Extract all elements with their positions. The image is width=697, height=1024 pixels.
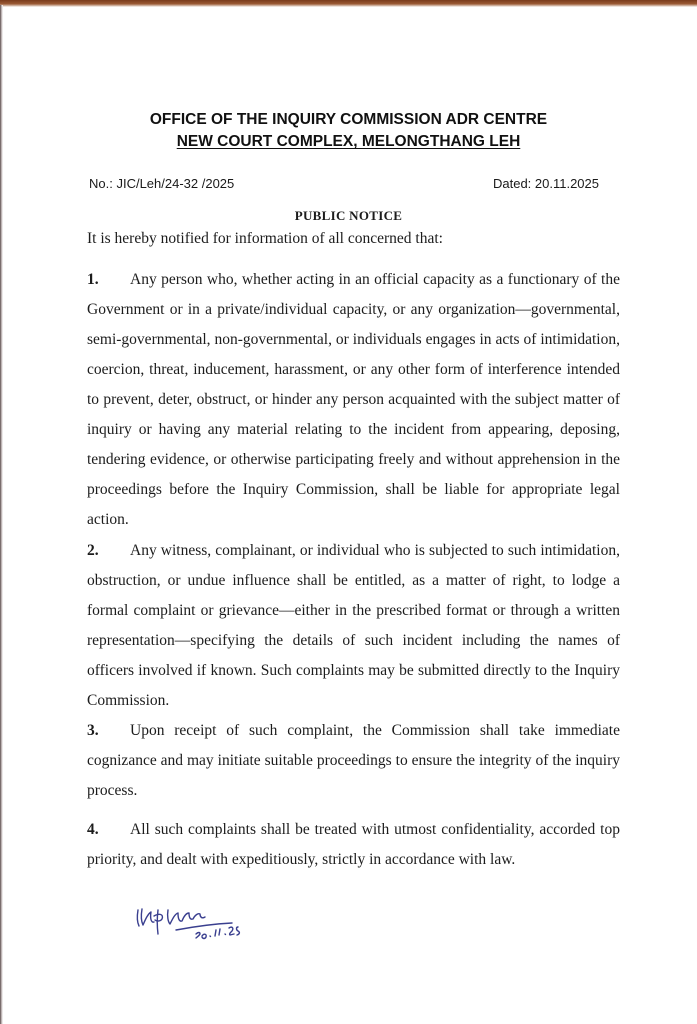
intro-text: It is hereby notified for information of all concerned that:	[87, 230, 443, 247]
signature-icon	[132, 896, 292, 946]
notice-title: PUBLIC NOTICE	[294, 208, 403, 223]
notice-date: Dated: 20.11.2025	[492, 176, 599, 191]
paragraph-number: 2.	[87, 542, 99, 559]
paper-top-edge	[0, 0, 697, 7]
paragraph-text: All such complaints shall be treated with utmost confidentiality, accorded top priority, and dealt with expeditiously, strictly in accordance with law.	[87, 821, 620, 868]
reference-number: No.: JIC/Leh/24-32 /2025	[89, 176, 235, 191]
paragraph-4	[87, 815, 620, 875]
paragraph-text: Any witness, complainant, or individual who is subjected to such intimidation, obstruction, or undue influence shall be entitled, as a matter of right, to lodge a formal complaint or grievance—either in the prescribed format or through a written representation—specifying the details of such incident including the names of officers involved if known. Such complaints may be submitted directly to the Inquiry Commission.	[87, 542, 620, 709]
paragraph-1	[87, 265, 620, 535]
paragraph-text: Any person who, whether acting in an official capacity as a functionary of the Government or in a private/individual capacity, or any organization—governmental, semi-governmental, non-governmental, or individuals engages in acts of intimidation, coercion, threat, inducement, harassment, or any other form of interference intended to prevent, deter, obstruct, or hinder any person acquainted with the subject matter of inquiry or having any material relating to the incident from appearing, deposing, tendering evidence, or otherwise participating freely and without apprehension in the proceedings before the Inquiry Commission, shall be liable for appropriate legal action.	[87, 271, 620, 528]
document-header	[0, 109, 697, 153]
paragraph-2	[87, 536, 620, 716]
paragraph-number: 4.	[87, 821, 99, 838]
paragraph-number: 1.	[87, 271, 99, 288]
paragraph-3	[87, 716, 620, 806]
office-title: OFFICE OF THE INQUIRY COMMISSION ADR CENTRE	[149, 111, 548, 128]
paper-left-edge	[0, 5, 3, 1024]
office-address: NEW COURT COMPLEX, MELONGTHANG LEH	[176, 133, 521, 150]
paragraph-text: Upon receipt of such complaint, the Commission shall take immediate cognizance and may initiate suitable proceedings to ensure the integrity of the inquiry process.	[87, 722, 620, 799]
paragraph-number: 3.	[87, 722, 99, 739]
handwritten-signature	[132, 896, 292, 946]
